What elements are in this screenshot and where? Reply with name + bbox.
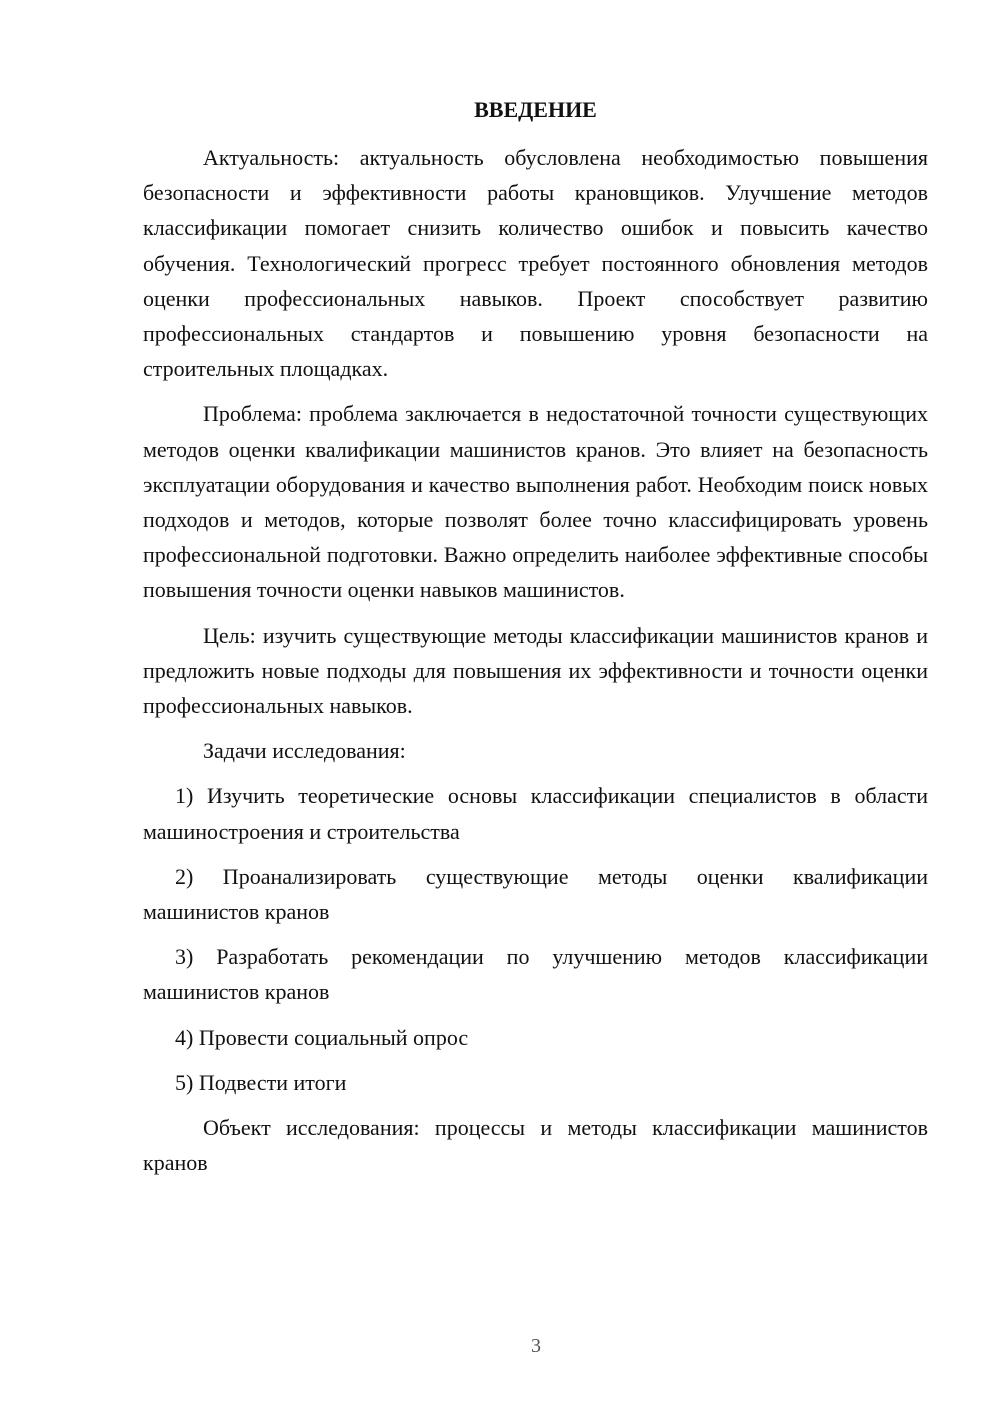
tasks-heading: Задачи исследования: bbox=[203, 738, 406, 764]
task-item-3: 3) Разработать рекомендации по улучшению методов классификации машинистов кранов bbox=[143, 944, 928, 1005]
page-content bbox=[143, 92, 928, 1190]
paragraph-problem: Проблема: проблема заключается в недостаточной точности существующих методов оценки квалификации машинистов кранов. Это влияет на безопасность эксплуатации оборудования и качество выполнения работ. Необходим поиск новых подходов и методов, которые позволят более точно классифицировать уровень профессиональной подготовки. Важно определить наиболее эффективные способы повышения точности оценки навыков машинистов. bbox=[143, 401, 928, 603]
page-title: ВВЕДЕНИЕ bbox=[474, 97, 597, 122]
task-item-1: 1) Изучить теоретические основы классификации специалистов в области машиностроения и строительства bbox=[143, 783, 928, 844]
paragraph-object: Объект исследования: процессы и методы классификации машинистов кранов bbox=[143, 1115, 928, 1176]
task-item-4: 4) Провести социальный опрос bbox=[175, 1024, 469, 1050]
paragraph-goal: Цель: изучить существующие методы классификации машинистов кранов и предложить новые подходы для повышения их эффективности и точности оценки профессиональных навыков. bbox=[143, 622, 928, 719]
paragraph-relevance: Актуальность: актуальность обусловлена необходимостью повышения безопасности и эффективности работы крановщиков. Улучшение методов классификации помогает снизить количество ошибок и повысить качество обучения. Технологический прогресс требует постоянного обновления методов оценки профессиональных навыков. Проект способствует развитию профессиональных стандартов и повышению уровня безопасности на строительных площадках. bbox=[143, 145, 928, 382]
task-item-5: 5) Подвести итоги bbox=[175, 1069, 347, 1095]
task-item-2: 2) Проанализировать существующие методы оценки квалификации машинистов кранов bbox=[143, 863, 928, 925]
page-number: 3 bbox=[531, 1335, 541, 1357]
